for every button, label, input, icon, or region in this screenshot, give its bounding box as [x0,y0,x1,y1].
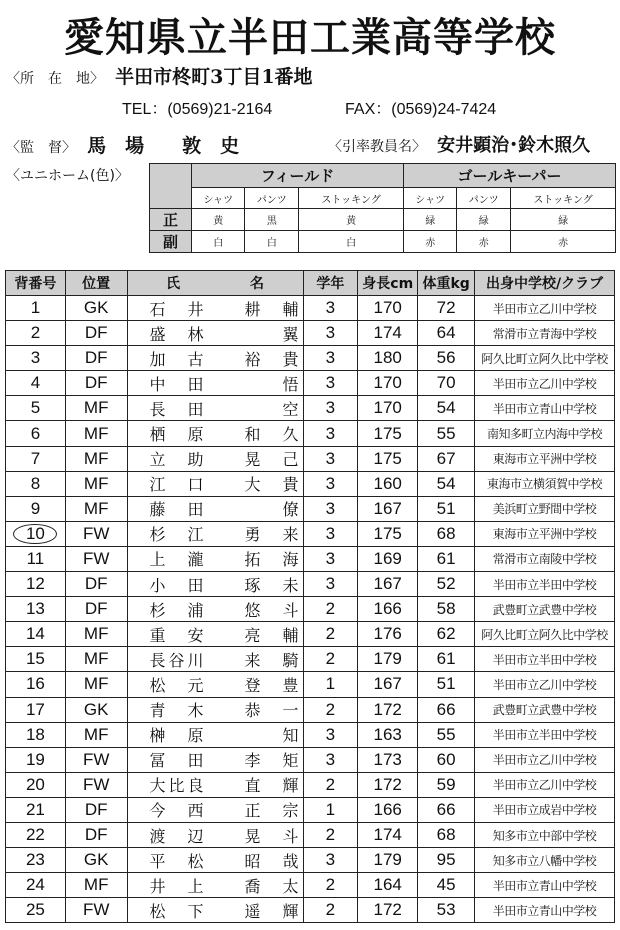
player-number: 23 [6,848,66,873]
player-school: 東海市立平洲中学校 [475,446,615,471]
player-position: FW [65,898,127,923]
player-position: MF [65,622,127,647]
player-number: 4 [6,371,66,396]
table-row [6,421,615,446]
player-position: GK [65,697,127,722]
player-height: 180 [358,346,418,371]
player-school: 東海市立平洲中学校 [475,521,615,546]
player-height: 176 [358,622,418,647]
player-position: DF [65,797,127,822]
player-weight: 54 [418,396,475,421]
player-name: 重 安 亮 輔 [127,622,303,647]
player-name: 長 田 空 [127,396,303,421]
uniform-col: シャツ [403,188,456,209]
header-school: 出身中学校/クラブ [475,271,615,296]
player-number: 3 [6,346,66,371]
player-height: 172 [358,697,418,722]
table-row [6,672,615,697]
player-height: 179 [358,647,418,672]
player-height: 169 [358,546,418,571]
player-grade: 3 [303,321,358,346]
uniform-row-label: 正 [150,209,192,231]
table-row [6,496,615,521]
player-number: 15 [6,647,66,672]
player-height: 164 [358,873,418,898]
player-name: 杉 浦 悠 斗 [127,597,303,622]
uniform-field-header: フィールド [192,164,404,188]
player-name: 大比良 直 輝 [127,772,303,797]
header-name: 氏 名 [127,271,303,296]
table-row [6,471,615,496]
player-grade: 3 [303,572,358,597]
player-number: 12 [6,572,66,597]
player-grade: 3 [303,396,358,421]
player-name: 盛 林 翼 [127,321,303,346]
player-number: 18 [6,722,66,747]
player-name: 小 田 琢 未 [127,572,303,597]
player-height: 160 [358,471,418,496]
table-row [6,446,615,471]
table-row [6,396,615,421]
table-row [6,848,615,873]
player-position: MF [65,421,127,446]
player-school: 半田市立青山中学校 [475,898,615,923]
table-row [6,371,615,396]
player-number: 2 [6,321,66,346]
player-position: MF [65,672,127,697]
header-number: 背番号 [6,271,66,296]
player-grade: 2 [303,772,358,797]
uniform-cell: 赤 [511,231,616,253]
player-school: 半田市立半田中学校 [475,572,615,597]
player-name: 長谷川 来 騎 [127,647,303,672]
player-height: 166 [358,797,418,822]
player-number: 20 [6,772,66,797]
player-position: GK [65,296,127,321]
player-name: 石 井 耕 輔 [127,296,303,321]
player-weight: 70 [418,371,475,396]
player-school: 武豊町立武豊中学校 [475,697,615,722]
player-name: 立 助 晃 己 [127,446,303,471]
player-school: 半田市立成岩中学校 [475,797,615,822]
uniform-col: ストッキング [511,188,616,209]
player-weight: 58 [418,597,475,622]
uniform-cell: 黄 [299,209,404,231]
captain-number-circle: 10 [13,524,57,544]
player-grade: 3 [303,371,358,396]
player-name: 冨 田 李 矩 [127,747,303,772]
player-weight: 62 [418,622,475,647]
player-number: 24 [6,873,66,898]
player-name: 栖 原 和 久 [127,421,303,446]
roster-table [5,270,615,923]
uniform-cell: 白 [192,231,245,253]
staff-label: 〈引率教員名〉 [328,139,426,155]
player-number: 8 [6,471,66,496]
player-number: 11 [6,546,66,571]
player-number: 19 [6,747,66,772]
player-number: 14 [6,622,66,647]
player-school: 半田市立半田中学校 [475,722,615,747]
uniform-col: パンツ [245,188,299,209]
player-position: DF [65,321,127,346]
player-number: 5 [6,396,66,421]
player-position: DF [65,346,127,371]
player-position: FW [65,747,127,772]
header-grade: 学年 [303,271,358,296]
player-number: 21 [6,797,66,822]
player-position: DF [65,597,127,622]
player-school: 南知多町立内海中学校 [475,421,615,446]
player-school: 東海市立横須賀中学校 [475,471,615,496]
player-grade: 3 [303,747,358,772]
player-weight: 64 [418,321,475,346]
uniform-gk-header: ゴールキーパー [403,164,615,188]
player-grade: 3 [303,546,358,571]
player-grade: 2 [303,822,358,847]
player-number: 6 [6,421,66,446]
player-name: 青 木 恭 一 [127,697,303,722]
player-number: 13 [6,597,66,622]
player-name: 杉 江 勇 来 [127,521,303,546]
player-weight: 55 [418,421,475,446]
roster-body [6,296,615,923]
player-height: 175 [358,521,418,546]
player-school: 半田市立乙川中学校 [475,672,615,697]
player-weight: 51 [418,672,475,697]
player-school: 武豊町立武豊中学校 [475,597,615,622]
player-number: 9 [6,496,66,521]
header-height: 身長cm [358,271,418,296]
director-name: 馬 場 敦 史 [87,135,240,157]
player-height: 167 [358,572,418,597]
table-row [6,521,615,546]
player-position: MF [65,396,127,421]
fax-text: FAX：(0569)24-7424 [345,101,497,118]
player-school: 常滑市立青海中学校 [475,321,615,346]
player-position: MF [65,873,127,898]
player-school: 半田市立青山中学校 [475,873,615,898]
uniform-row-label: 副 [150,231,192,253]
school-title: 愛知県立半田工業高等学校 [64,15,556,61]
player-position: MF [65,722,127,747]
player-position: FW [65,546,127,571]
staff-names: 安井顕治･鈴木照久 [437,135,591,156]
player-weight: 52 [418,572,475,597]
player-weight: 45 [418,873,475,898]
player-height: 172 [358,772,418,797]
player-grade: 1 [303,672,358,697]
table-row [6,747,615,772]
player-school: 半田市立半田中学校 [475,647,615,672]
player-number: 16 [6,672,66,697]
player-position: DF [65,371,127,396]
roster-header-row [6,271,615,296]
player-weight: 55 [418,722,475,747]
player-name: 江 口 大 貴 [127,471,303,496]
player-grade: 3 [303,848,358,873]
uniform-cell: 緑 [403,209,456,231]
player-height: 172 [358,898,418,923]
player-height: 170 [358,296,418,321]
player-number [6,521,66,546]
player-school: 美浜町立野間中学校 [475,496,615,521]
table-row [6,898,615,923]
player-school: 半田市立青山中学校 [475,396,615,421]
player-weight: 68 [418,521,475,546]
player-weight: 54 [418,471,475,496]
player-grade: 2 [303,622,358,647]
player-school: 半田市立乙川中学校 [475,296,615,321]
player-number: 22 [6,822,66,847]
player-weight: 67 [418,446,475,471]
uniform-corner [150,164,192,209]
uniform-cell: 赤 [457,231,511,253]
uniform-label: 〈ユニホーム(色)〉 [6,168,129,184]
player-grade: 2 [303,647,358,672]
player-weight: 66 [418,797,475,822]
player-grade: 3 [303,446,358,471]
player-weight: 68 [418,822,475,847]
player-height: 174 [358,321,418,346]
address-value: 半田市柊町3丁目1番地 [115,66,313,88]
player-position: MF [65,496,127,521]
player-number: 7 [6,446,66,471]
player-weight: 72 [418,296,475,321]
player-height: 170 [358,371,418,396]
player-number: 1 [6,296,66,321]
table-row [6,622,615,647]
player-weight: 95 [418,848,475,873]
player-position: DF [65,572,127,597]
uniform-cell: 緑 [511,209,616,231]
player-weight: 56 [418,346,475,371]
player-height: 166 [358,597,418,622]
director-line [6,131,239,158]
player-name: 上 瀧 拓 海 [127,546,303,571]
player-school: 阿久比町立阿久比中学校 [475,622,615,647]
player-weight: 60 [418,747,475,772]
header-position: 位置 [65,271,127,296]
table-row [6,296,615,321]
player-weight: 51 [418,496,475,521]
uniform-table [149,163,616,253]
player-grade: 3 [303,346,358,371]
player-school: 常滑市立南陵中学校 [475,546,615,571]
player-height: 174 [358,822,418,847]
player-weight: 53 [418,898,475,923]
uniform-cell: 緑 [457,209,511,231]
uniform-col: シャツ [192,188,245,209]
table-row [6,873,615,898]
table-row [6,647,615,672]
player-height: 173 [358,747,418,772]
player-weight: 61 [418,546,475,571]
player-grade: 3 [303,471,358,496]
player-name: 松 元 登 豊 [127,672,303,697]
uniform-cell: 白 [299,231,404,253]
player-grade: 2 [303,898,358,923]
player-name: 榊 原 知 [127,722,303,747]
player-position: MF [65,647,127,672]
player-number: 25 [6,898,66,923]
player-school: 知多市立八幡中学校 [475,848,615,873]
player-name: 松 下 遥 輝 [127,898,303,923]
player-weight: 61 [418,647,475,672]
table-row [6,722,615,747]
player-height: 167 [358,672,418,697]
player-name: 藤 田 僚 [127,496,303,521]
uniform-col: ストッキング [299,188,404,209]
uniform-cell: 黄 [192,209,245,231]
staff-line [328,131,590,157]
player-weight: 59 [418,772,475,797]
player-height: 163 [358,722,418,747]
player-school: 半田市立乙川中学校 [475,772,615,797]
player-height: 175 [358,446,418,471]
player-grade: 3 [303,496,358,521]
player-position: DF [65,822,127,847]
table-row [6,822,615,847]
player-school: 阿久比町立阿久比中学校 [475,346,615,371]
player-name: 加 古 裕 貴 [127,346,303,371]
address-label: 〈所 在 地〉 [6,71,104,87]
tel-text: TEL：(0569)21-2164 [122,101,273,118]
player-number: 17 [6,697,66,722]
table-row [6,321,615,346]
player-name: 井 上 喬 太 [127,873,303,898]
player-name: 中 田 悟 [127,371,303,396]
player-school: 半田市立乙川中学校 [475,747,615,772]
header-weight: 体重kg [418,271,475,296]
player-position: FW [65,772,127,797]
player-name: 平 松 昭 哉 [127,848,303,873]
table-row [6,597,615,622]
uniform-cell: 赤 [403,231,456,253]
player-grade: 3 [303,521,358,546]
player-grade: 2 [303,873,358,898]
player-grade: 2 [303,697,358,722]
player-weight: 66 [418,697,475,722]
table-row [6,697,615,722]
player-height: 175 [358,421,418,446]
player-school: 半田市立乙川中学校 [475,371,615,396]
player-position: FW [65,521,127,546]
player-name: 今 西 正 宗 [127,797,303,822]
table-row [6,572,615,597]
player-height: 167 [358,496,418,521]
player-grade: 1 [303,797,358,822]
uniform-col: パンツ [457,188,511,209]
player-position: GK [65,848,127,873]
player-position: MF [65,446,127,471]
player-grade: 3 [303,722,358,747]
player-name: 渡 辺 晃 斗 [127,822,303,847]
director-label: 〈監 督〉 [6,140,76,156]
table-row [6,546,615,571]
player-grade: 3 [303,296,358,321]
uniform-cell: 白 [245,231,299,253]
uniform-cell: 黒 [245,209,299,231]
table-row [6,797,615,822]
table-row [6,772,615,797]
address-line [6,62,313,89]
player-school: 知多市立中部中学校 [475,822,615,847]
player-height: 170 [358,396,418,421]
player-height: 179 [358,848,418,873]
player-grade: 2 [303,597,358,622]
table-row [6,346,615,371]
player-grade: 3 [303,421,358,446]
player-position: MF [65,471,127,496]
